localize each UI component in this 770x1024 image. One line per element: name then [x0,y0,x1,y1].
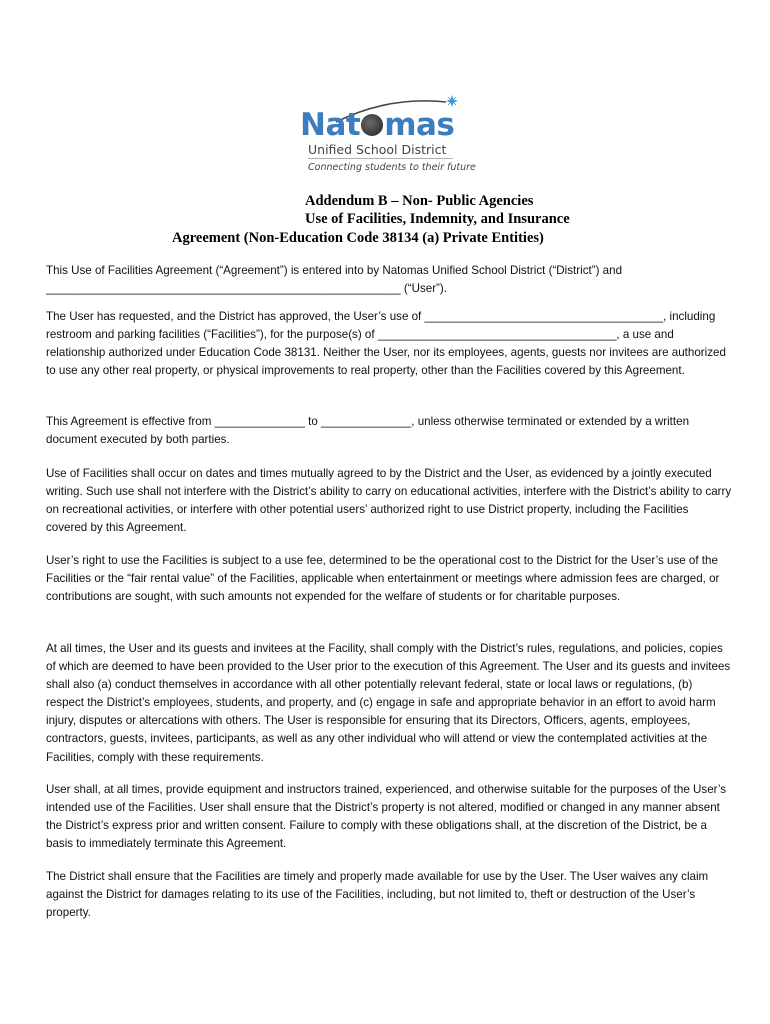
logo-word-end: mas [384,107,455,143]
paragraph-5: User’s right to use the Facilities is subject to a use fee, determined to be the operational cost to the District for the User’s use of the Facilities or the “fair rental value” of the Facilities, applicable when entertainment or meetings where admission fees are charged, or contributions are sought, with such amounts not expended for the welfare of students or for charitable purposes. [46,554,720,604]
logo-tagline: Connecting students to their future [308,162,476,173]
district-logo [300,94,476,180]
heading-line-3: Agreement (Non-Education Code 38134 (a) Private Entities) [172,230,544,246]
paragraph-6: At all times, the User and its guests and invitees at the Facility, shall comply with the District’s rules, regulations, and policies, copies of which are deemed to have been provided to the User prior to the execution of this Agreement. The User and its guests and invitees shall also (a) conduct themselves in accordance with all other potentially relevant federal, state or local laws or regulations, (b) respect the District’s employees, students, and property, and (c) engage in safe and appropriate behavior in an effort to avoid harm injury, disputes or altercations with others. The User is responsible for ensuring that its Directors, Officers, agents, employees, contractors, guests, invitees, participants, as well as any other individual who will attend or view the contemplated activities at the Facilities, comply with these requirements. [46,642,731,764]
logo-subtitle: Unified School District [308,142,447,157]
globe-icon [361,114,383,136]
paragraph-4: Use of Facilities shall occur on dates and times mutually agreed to by the District and the User, as evidenced by a jointly executed writing. Such use shall not interfere with the District’s ability to carry on educational activities, interfere with the District’s ability to carry on recreational activities, or interfere with other potential users’ authorized right to use District property, including the Facilities covered by this Agreement. [46,467,732,535]
paragraph-1: This Use of Facilities Agreement (“Agreement”) is entered into by Natomas Unified School District (“District”) and _______________________________________________________ (“User”). [46,264,623,296]
paragraph-7: User shall, at all times, provide equipment and instructors trained, experienced, and otherwise suitable for the purposes of the User’s intended use of the Facilities. User shall ensure that the District’s property is not altered, modified or changed in any manner absent the District’s express prior and written consent. Failure to comply with these obligations shall, at the discretion of the District, be a basis to immediately terminate this Agreement. [46,783,727,851]
logo-divider [308,158,453,159]
paragraph-2: The User has requested, and the District has approved, the User’s use of _____________________________________, including restroom and parking facilities (“Facilities”), for the purpose(s) of _____________________________________, a use and relationship authorized under Education Code 38131. Neither the User, nor its employees, agents, guests nor invitees are authorized to use any other real property, or physical improvements to real property, other than the Facilities covered by this Agreement. [46,310,726,378]
logo-wordmark [300,107,455,143]
heading-line-1: Addendum B – Non- Public Agencies [305,193,534,209]
paragraph-3: This Agreement is effective from ______________ to ______________, unless otherwise terminated or extended by a written document executed by both parties. [46,415,690,447]
heading-line-2: Use of Facilities, Indemnity, and Insurance [305,211,570,227]
paragraph-8: The District shall ensure that the Facilities are timely and properly made available for use by the User. The User waives any claim against the District for damages relating to its use of the Facilities, including, but not limited to, theft or destruction of the User’s property. [46,870,709,920]
logo-word-start: Nat [300,107,361,143]
